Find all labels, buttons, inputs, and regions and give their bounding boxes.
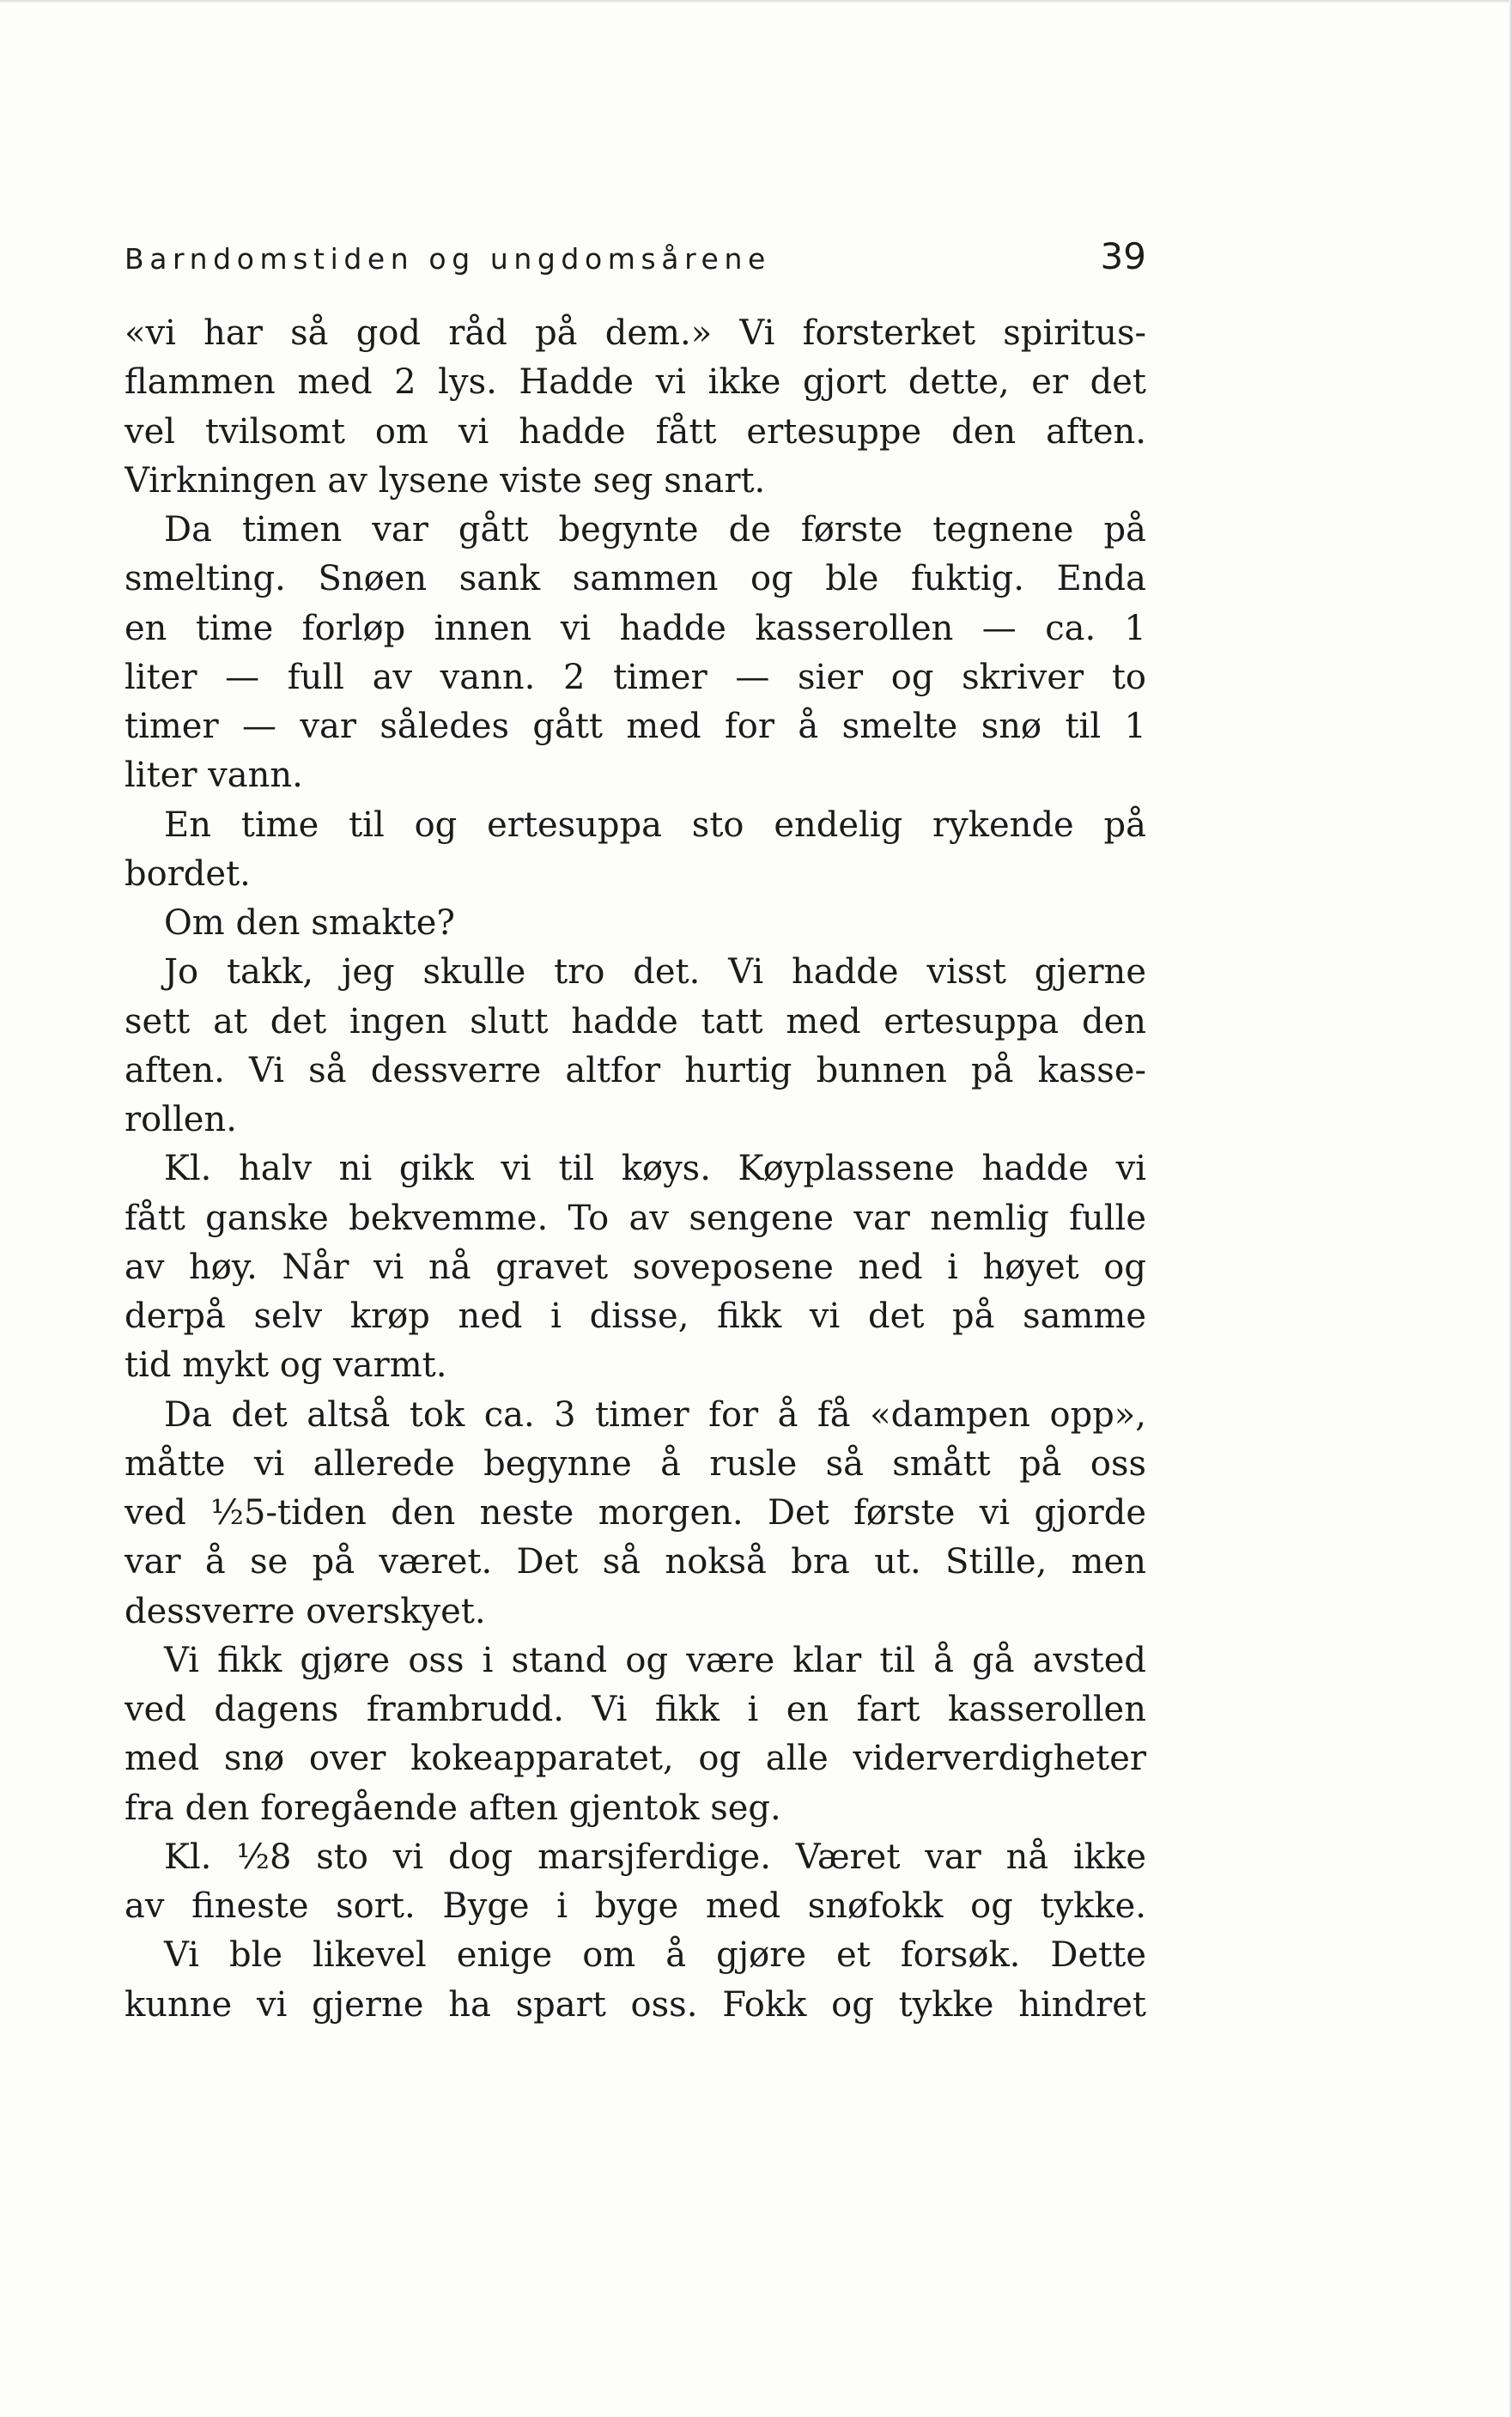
text-line: Da det altså tok ca. 3 timer for å få «dampen opp»,	[164, 1394, 1146, 1435]
text-line: «vi har så god råd på dem.» Vi forsterket spiritus-	[124, 313, 1146, 353]
text-line: ved ½5-tiden den neste morgen. Det første vi gjorde	[124, 1493, 1146, 1533]
text-line: var å se på været. Det så nokså bra ut. Stille, men	[124, 1542, 1146, 1582]
text-line: Kl. halv ni gikk vi til køys. Køyplassene hadde vi	[164, 1149, 1146, 1189]
page-number: 39	[1100, 235, 1146, 277]
text-line: kunne vi gjerne ha spart oss. Fokk og tykke hindret	[124, 1984, 1146, 2025]
running-title: Barndomstiden og ungdomsårene	[124, 242, 771, 276]
page-right-edge	[1509, 0, 1512, 2417]
text-line: ved dagens frambrudd. Vi fikk i en fart kasserollen	[124, 1690, 1146, 1729]
text-line: En time til og ertesuppa sto endelig rykende på	[164, 805, 1146, 845]
text-line: bordet.	[124, 853, 251, 894]
page-top-edge	[0, 0, 1512, 3]
text-line: en time forløp innen vi hadde kasserollen — ca. 1	[124, 608, 1146, 648]
text-line: fra den foregående aften gjentok seg.	[124, 1788, 781, 1828]
text-line: Da timen var gått begynte de første tegnene på	[164, 510, 1146, 550]
text-line: derpå selv krøp ned i disse, fikk vi det på samme	[124, 1297, 1146, 1336]
text-line: med snø over kokeapparatet, og alle viderverdigheter	[124, 1739, 1146, 1779]
text-line: Kl. ½8 sto vi dog marsjferdige. Været var nå ikke	[164, 1837, 1146, 1877]
text-line: liter — full av vann. 2 timer — sier og skriver to	[124, 657, 1146, 697]
text-line: dessverre overskyet.	[124, 1591, 486, 1631]
text-line: av fineste sort. Byge i byge med snøfokk og tykke.	[124, 1886, 1146, 1926]
text-line: Jo takk, jeg skulle tro det. Vi hadde visst gjerne	[164, 952, 1146, 993]
text-line: måtte vi allerede begynne å rusle så smått på oss	[124, 1443, 1146, 1484]
text-line: fått ganske bekvemme. To av sengene var nemlig fulle	[124, 1198, 1146, 1238]
page-header	[124, 235, 1146, 287]
body-text	[124, 309, 1146, 2030]
text-line: smelting. Snøen sank sammen og ble fuktig. Enda	[124, 559, 1146, 599]
text-line: av høy. Når vi nå gravet soveposene ned i høyet og	[124, 1247, 1146, 1287]
text-line: liter vann.	[124, 756, 303, 796]
text-line: flammen med 2 lys. Hadde vi ikke gjort dette, er det	[124, 362, 1146, 403]
text-line: Virkningen av lysene viste seg snart.	[124, 460, 766, 501]
text-line: aften. Vi så dessverre altfor hurtig bunnen på kasse-	[124, 1050, 1146, 1090]
text-line: Om den smakte?	[164, 903, 455, 943]
text-line: timer — var således gått med for å smelte snø til 1	[124, 707, 1146, 746]
text-line: rollen.	[124, 1100, 237, 1139]
text-line: Vi ble likevel enige om å gjøre et forsøk. Dette	[164, 1935, 1146, 1976]
text-line: Vi fikk gjøre oss i stand og være klar til å gå avsted	[164, 1640, 1146, 1680]
text-line: vel tvilsomt om vi hadde fått ertesuppe den aften.	[124, 411, 1146, 452]
text-line: sett at det ingen slutt hadde tatt med ertesuppa den	[124, 1001, 1146, 1041]
text-line: tid mykt og varmt.	[124, 1345, 447, 1386]
